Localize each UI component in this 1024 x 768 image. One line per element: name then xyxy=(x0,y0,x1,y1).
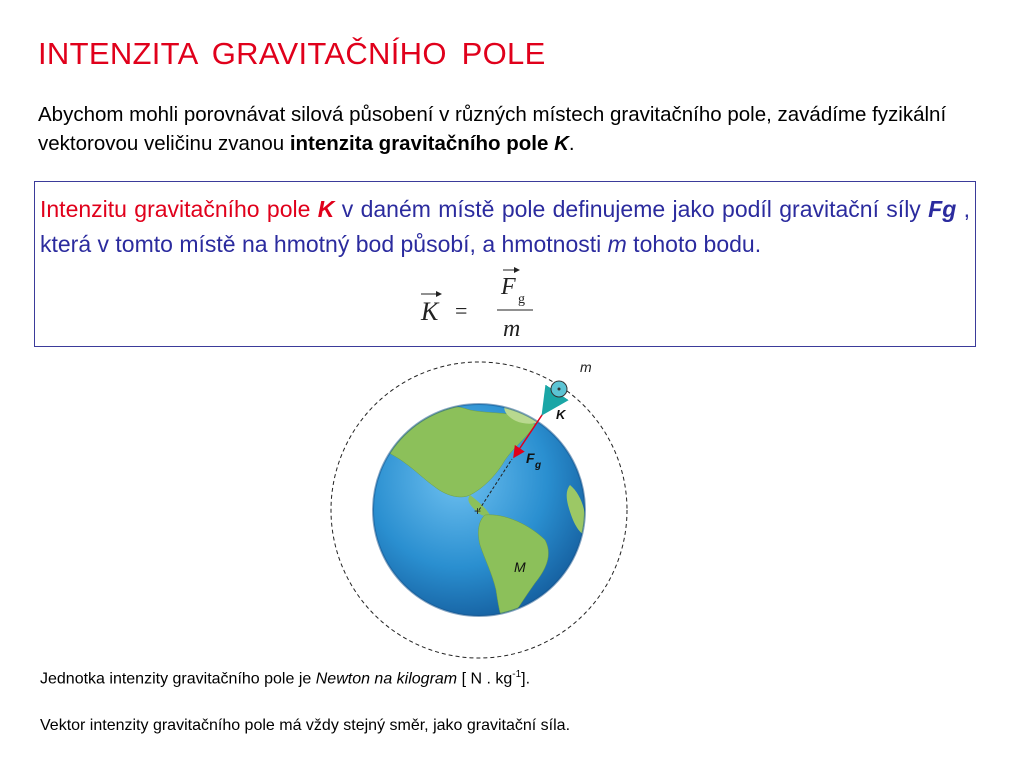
definition-box xyxy=(34,181,976,347)
formula-numerator: F xyxy=(501,274,516,300)
definition-text-1: v daném místě pole definujeme jako podíl gravitační síly xyxy=(334,196,929,222)
mass-point-center xyxy=(558,388,561,391)
page-title: INTENZITA GRAVITAČNÍHO POLE xyxy=(38,36,546,71)
intro-text: Abychom mohli porovnávat silová působení v různých místech gravitačního pole, zavádíme fyzikální vektorovou veličinu zvanou xyxy=(38,103,947,155)
definition-symbol-k: K xyxy=(317,196,335,222)
definition-symbol-m: m xyxy=(607,231,627,257)
unit-text: Jednotka intenzity gravitačního pole je xyxy=(40,670,316,688)
unit-italic: Newton na kilogram xyxy=(315,670,458,688)
definition-red-text: Intenzitu gravitačního pole xyxy=(40,196,318,222)
label-f-sub: g xyxy=(535,460,542,471)
definition-text-2: , která v tomto místě na hmotný bod působí, a hmotnosti xyxy=(40,196,970,257)
earth-diagram xyxy=(320,355,640,665)
label-f: F xyxy=(526,450,535,466)
unit-bracket-open: [ N . kg xyxy=(457,670,513,688)
formula xyxy=(415,266,535,341)
formula-lhs: K xyxy=(421,297,439,326)
unit-note xyxy=(40,669,530,688)
formula-numerator-sub: g xyxy=(518,292,525,307)
unit-sup: -1 xyxy=(512,669,522,680)
definition-text xyxy=(40,192,970,262)
intro-end: . xyxy=(568,132,575,155)
definition-text-3: tohoto bodu. xyxy=(626,231,762,257)
intro-paragraph xyxy=(38,100,983,158)
vector-note: Vektor intenzity gravitačního pole má vždy stejný směr, jako gravitační síla. xyxy=(40,717,571,734)
definition-symbol-fg: Fg xyxy=(928,196,957,222)
formula-equals: = xyxy=(455,298,468,323)
unit-bracket-close: ]. xyxy=(521,670,531,688)
intro-symbol-k: K xyxy=(554,132,569,155)
label-m: m xyxy=(580,359,592,375)
formula-denominator: m xyxy=(503,316,521,341)
intro-term: intenzita gravitačního pole xyxy=(289,132,555,155)
center-label: + xyxy=(474,504,482,518)
label-k: K xyxy=(556,407,566,422)
label-big-m: M xyxy=(514,559,526,575)
